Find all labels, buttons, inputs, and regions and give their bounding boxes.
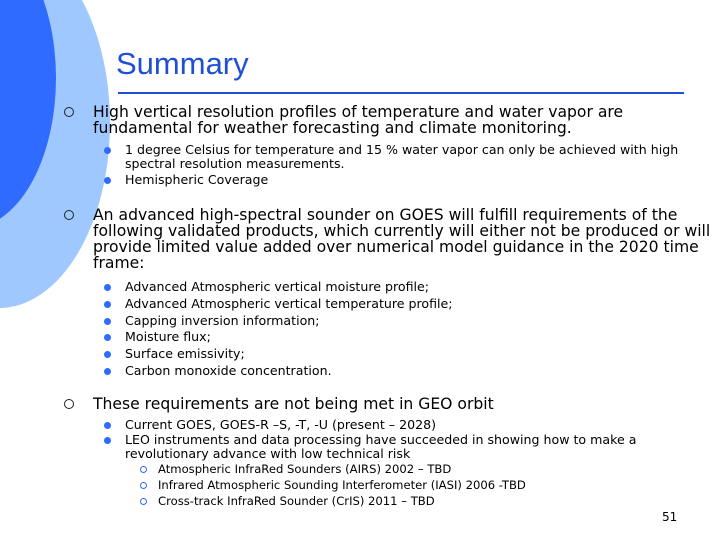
bullet-text: High vertical resolution profiles of temperature and water vapor are fundamental for weather forecasting and climate monitoring.: [93, 103, 624, 137]
sub-bullet-text: Advanced Atmospheric vertical temperature profile;: [125, 296, 453, 311]
filled-bullet-icon: [104, 351, 111, 358]
hollow-small-bullet-icon: [140, 482, 147, 489]
sub-bullet-text: Moisture flux;: [125, 329, 211, 344]
filled-bullet-icon: [104, 318, 111, 325]
hollow-bullet-icon: [64, 399, 74, 409]
hollow-bullet-icon: [64, 210, 74, 220]
filled-bullet-icon: [104, 147, 111, 154]
filled-bullet-icon: [104, 422, 111, 429]
sub-bullet-text: Advanced Atmospheric vertical moisture profile;: [125, 279, 429, 294]
sub-bullet-text: Current GOES, GOES-R –S, -T, -U (present – 2028): [125, 417, 437, 432]
hollow-small-bullet-icon: [140, 498, 147, 505]
sub-bullet-text: Capping inversion information;: [125, 313, 320, 328]
sub-bullet-text: Carbon monoxide concentration.: [125, 363, 332, 378]
filled-bullet-icon: [104, 301, 111, 308]
filled-bullet-icon: [104, 284, 111, 291]
sub-sub-bullet-text: Infrared Atmospheric Sounding Interferometer (IASI) 2006 -TBD: [158, 478, 526, 492]
bullet-text: These requirements are not being met in GEO orbit: [93, 395, 494, 413]
filled-bullet-icon: [104, 368, 111, 375]
sub-sub-bullet-text: Atmospheric InfraRed Sounders (AIRS) 2002 – TBD: [158, 462, 452, 476]
sub-bullet-text: 1 degree Celsius for temperature and 15 % water vapor can only be achieved with high spectral resolution measurements.: [125, 142, 679, 171]
title-underline: [118, 92, 684, 94]
filled-bullet-icon: [104, 334, 111, 341]
sub-sub-bullet-text: Cross-track InfraRed Sounder (CrIS) 2011 – TBD: [158, 494, 435, 508]
sub-bullet-text: Surface emissivity;: [125, 346, 245, 361]
sub-bullet-text: LEO instruments and data processing have succeeded in showing how to make a revolutionary advance with low technical risk: [125, 432, 637, 461]
page-number: 51: [662, 510, 678, 524]
hollow-bullet-icon: [64, 107, 74, 117]
filled-bullet-icon: [104, 437, 111, 444]
sub-bullet-text: Hemispheric Coverage: [125, 172, 269, 187]
filled-bullet-icon: [104, 177, 111, 184]
slide-title: Summary: [116, 46, 249, 81]
bullet-text: An advanced high-spectral sounder on GOES will fulfill requirements of the following validated products, which currently will either not be produced or will provide limited value added over numerical model guidance in the 2020 time frame:: [93, 206, 711, 272]
hollow-small-bullet-icon: [140, 466, 147, 473]
